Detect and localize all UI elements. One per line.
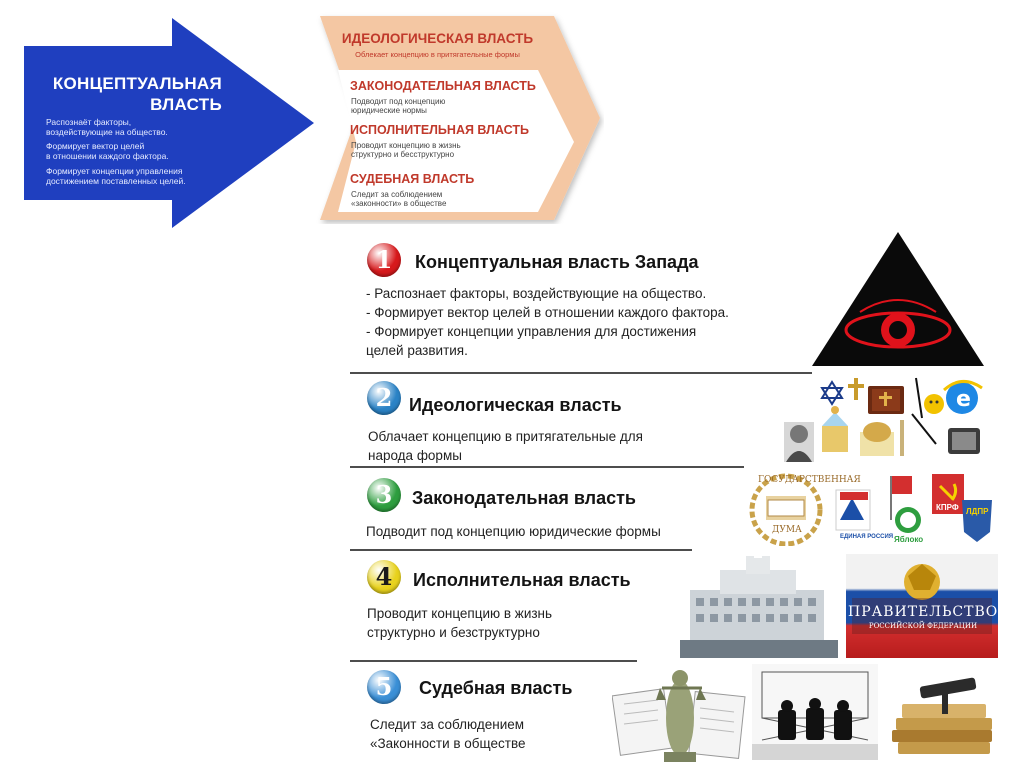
level-5-number: 5 — [367, 670, 401, 704]
ideology-title: ИДЕОЛОГИЧЕСКАЯ ВЛАСТЬ — [341, 31, 534, 46]
executive-text-small: Проводит концепцию в жизнь структурно и бесструктурно — [351, 141, 461, 159]
divider-2 — [350, 466, 744, 468]
level-5-description: Следит за соблюдением «Законности в обществе — [370, 717, 526, 751]
level-2-description: Облачает концепцию в притягательные для народа формы — [368, 429, 643, 463]
duma-label: ДУМА — [772, 525, 802, 535]
level-3-title: Законодательная власть — [412, 488, 636, 508]
level-2-title: Идеологическая власть — [409, 395, 622, 415]
svg-text:e: e — [956, 387, 971, 412]
judicial-heading-small: СУДЕБНАЯ ВЛАСТЬ — [350, 172, 475, 186]
white-house-building-icon — [680, 554, 838, 658]
conceptual-text-3: Формирует концепции управления достижением поставленных целей. — [46, 166, 186, 186]
level-4-number: 4 — [367, 560, 401, 594]
parliament-parties-icon — [740, 470, 998, 546]
conceptual-text-2: Формирует вектор целей в отношении каждого фактора. — [46, 141, 169, 161]
pravitelstvo-label: ПРАВИТЕЛЬСТВО — [848, 604, 999, 620]
ideology-collage-icon — [776, 374, 998, 464]
yabloko-label: Яблоко — [894, 535, 924, 544]
level-3-number: 3 — [367, 478, 401, 512]
level-1-description: - Распознает факторы, воздействующие на общество. - Формирует вектор целей в отношении каждого фактора. - Формирует концепции управления для достижения целей развития. — [366, 286, 729, 358]
all-seeing-eye-icon — [810, 230, 986, 368]
ldpr-label: ЛДПР — [966, 507, 989, 516]
themis-statue-icon — [612, 664, 748, 764]
level-4-description: Проводит концепцию в жизнь структурно и безструктурно — [367, 606, 553, 640]
judicial-text-small: Следит за соблюдением «законности» в обществе — [351, 190, 447, 208]
level-2-number: 2 — [367, 381, 401, 415]
level-5-title: Судебная власть — [419, 678, 573, 698]
level-3-description: Подводит под концепцию юридические формы — [366, 524, 661, 539]
duma-arc-label: ГОСУДАРСТВЕННАЯ — [758, 475, 861, 485]
legislative-heading-small: ЗАКОНОДАТЕЛЬНАЯ ВЛАСТЬ — [350, 79, 536, 93]
level-1-title: Концептуальная власть Запада — [415, 252, 699, 272]
conceptual-power-title — [40, 73, 222, 115]
legislative-text-small: Подводит под концепцию юридические нормы — [351, 97, 446, 115]
pravitelstvo-sub-label: РОССИЙСКОЙ ФЕДЕРАЦИИ — [868, 622, 978, 630]
executive-heading-small: ИСПОЛНИТЕЛЬНАЯ ВЛАСТЬ — [350, 123, 529, 137]
divider-3 — [350, 549, 692, 551]
divider-4 — [350, 660, 637, 662]
conceptual-title-line1: КОНЦЕПТУАЛЬНАЯ — [52, 74, 222, 93]
edinaya-rossiya-label: ЕДИНАЯ РОССИЯ — [840, 534, 894, 540]
divider-1 — [350, 372, 812, 374]
kprf-label: КПРФ — [936, 503, 959, 512]
judges-sketch-icon — [752, 664, 878, 760]
gavel-books-icon — [888, 672, 998, 758]
ideology-subtitle: Облекает концепцию в притягательные формы — [355, 50, 520, 59]
level-1-number: 1 — [367, 243, 401, 277]
conceptual-title-line2: ВЛАСТЬ — [150, 95, 222, 114]
conceptual-text-1: Распознаёт факторы, воздействующие на общество. — [46, 117, 168, 137]
level-4-title: Исполнительная власть — [413, 570, 631, 590]
